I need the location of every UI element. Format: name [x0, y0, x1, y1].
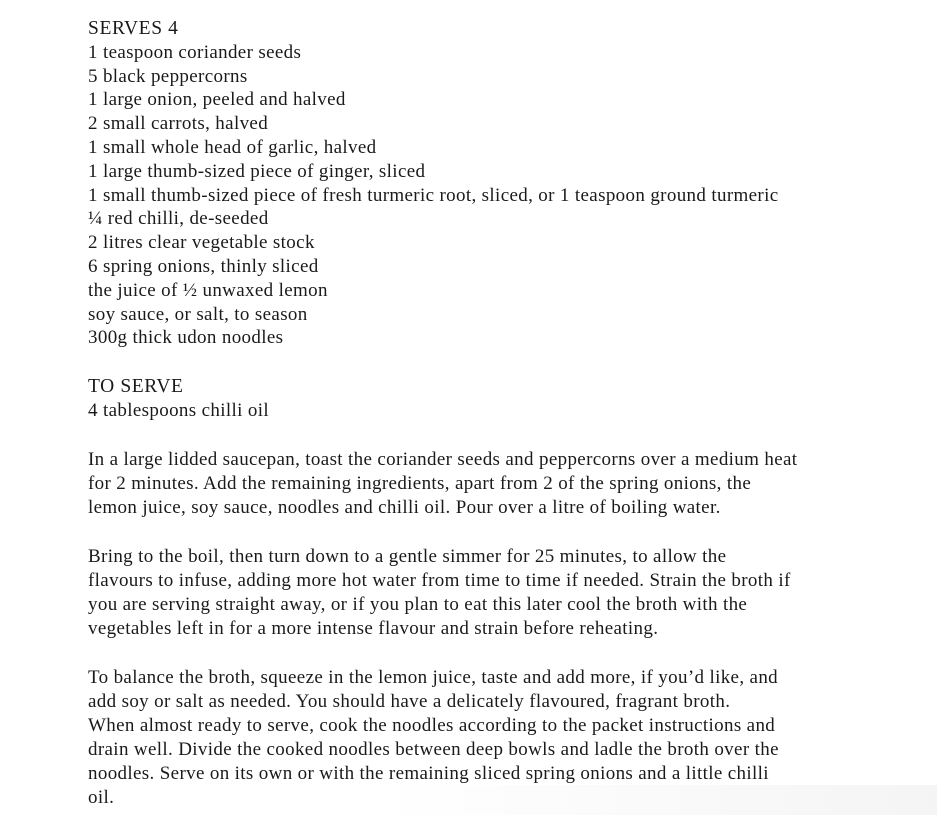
method-paragraph-2: [88, 545, 858, 641]
to-serve-heading: TO SERVE: [88, 376, 184, 398]
paragraph-line: oil.: [88, 786, 115, 808]
section-gap: [88, 641, 888, 666]
serves-heading: SERVES 4: [88, 18, 179, 39]
ingredient-item: 2 small carrots, halved: [88, 113, 269, 135]
ingredient-item: 1 small whole head of garlic, halved: [88, 136, 377, 158]
ingredient-item: the juice of ½ unwaxed lemon: [88, 279, 328, 301]
ingredient-item: ¼ red chilli, de-seeded: [88, 208, 269, 230]
paragraph-line: When almost ready to serve, cook the noodles according to the packet instructions and: [88, 714, 776, 736]
paragraph-line: drain well. Divide the cooked noodles between deep bowls and ladle the broth over the: [88, 738, 779, 760]
ingredient-item: 5 black peppercorns: [88, 65, 248, 87]
method-paragraph-3: [88, 666, 858, 810]
paragraph-line: lemon juice, soy sauce, noodles and chilli oil. Pour over a litre of boiling water.: [88, 496, 721, 518]
ingredient-item: 1 small thumb-sized piece of fresh turmeric root, sliced, or 1 teaspoon ground turmeric: [88, 184, 779, 206]
ingredient-item: 1 large thumb-sized piece of ginger, sliced: [88, 160, 426, 182]
serving-item: 4 tablespoons chilli oil: [88, 399, 269, 421]
ingredient-item: 6 spring onions, thinly sliced: [88, 255, 319, 277]
ingredient-item: 300g thick udon noodles: [88, 327, 284, 349]
recipe-document: [88, 17, 888, 810]
section-gap: [88, 350, 888, 375]
paragraph-line: you are serving straight away, or if you plan to eat this later cool the broth with the: [88, 593, 748, 615]
method-paragraph-1: [88, 448, 858, 520]
paragraph-line: noodles. Serve on its own or with the remaining sliced spring onions and a little chilli: [88, 762, 769, 784]
ingredient-item: 2 litres clear vegetable stock: [88, 232, 315, 254]
ingredient-item: 1 large onion, peeled and halved: [88, 89, 346, 111]
section-gap: [88, 423, 888, 448]
paragraph-line: add soy or salt as needed. You should have a delicately flavoured, fragrant broth.: [88, 690, 731, 712]
paragraph-line: flavours to infuse, adding more hot water from time to time if needed. Strain the broth if: [88, 569, 791, 591]
paragraph-line: for 2 minutes. Add the remaining ingredients, apart from 2 of the spring onions, the: [88, 472, 752, 494]
paragraph-line: To balance the broth, squeeze in the lemon juice, taste and add more, if you’d like, and: [88, 666, 779, 688]
paragraph-line: Bring to the boil, then turn down to a gentle simmer for 25 minutes, to allow the: [88, 545, 727, 567]
to-serve-list: [88, 399, 888, 423]
ingredient-item: soy sauce, or salt, to season: [88, 303, 308, 325]
paragraph-line: In a large lidded saucepan, toast the coriander seeds and peppercorns over a medium heat: [88, 448, 798, 470]
ingredient-item: 1 teaspoon coriander seeds: [88, 41, 302, 63]
ingredients-list: [88, 41, 888, 350]
section-gap: [88, 520, 888, 545]
paragraph-line: vegetables left in for a more intense flavour and strain before reheating.: [88, 617, 659, 639]
